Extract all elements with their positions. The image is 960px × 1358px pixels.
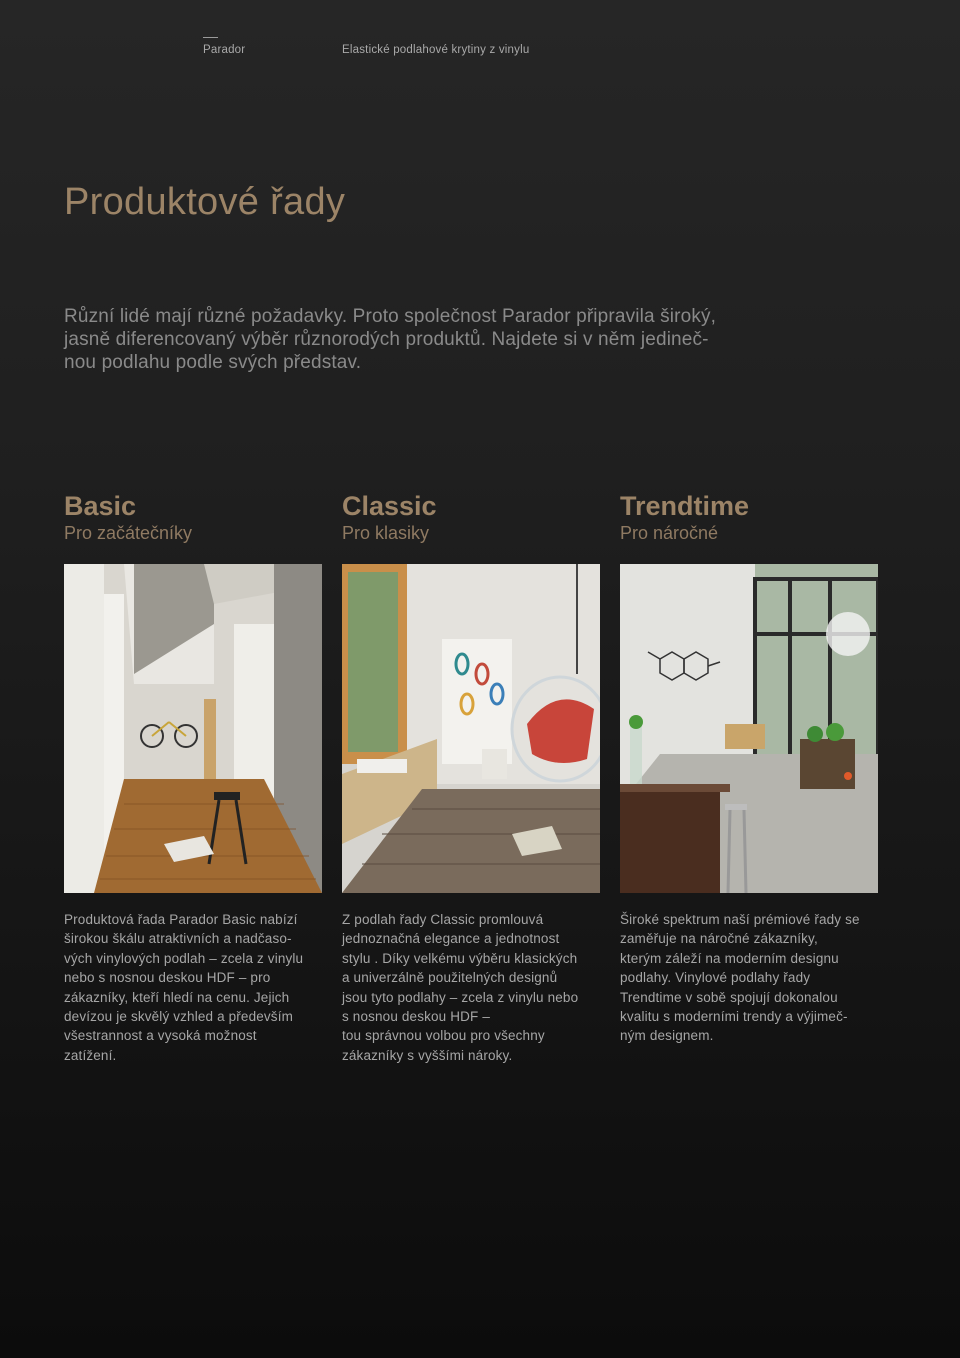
product-line-subtitle: Pro klasiky xyxy=(342,523,430,543)
description-line: Široké spektrum naší prémiové řady se xyxy=(620,912,860,927)
product-line-description xyxy=(620,910,880,1046)
product-line-subtitle: Pro náročné xyxy=(620,523,719,543)
product-line-description xyxy=(342,910,602,1065)
intro-line: jasně diferencovaný výběr různorodých produktů. Najdete si v něm jedineč- xyxy=(64,329,709,350)
description-line: ným designem. xyxy=(620,1028,714,1044)
description-line: nebo s nosnou deskou HDF – pro xyxy=(64,970,271,986)
description-line: zaměřuje na náročné zákazníky, xyxy=(620,931,818,947)
description-line: kvalitu s moderními trendy a výjimeč- xyxy=(620,1009,848,1025)
product-line-trendtime xyxy=(620,490,880,1046)
page-header xyxy=(0,0,960,70)
description-line: širokou škálu atraktivních a nadčaso- xyxy=(64,931,292,947)
product-line-basic xyxy=(64,490,324,1065)
description-line: s nosnou deskou HDF – xyxy=(342,1009,490,1025)
description-line: vých vinylových podlah – zcela z vinylu xyxy=(64,950,304,966)
intro-line: Různí lidé mají různé požadavky. Proto společnost Parador připravila široký, xyxy=(64,306,717,327)
description-line: Produktová řada Parador Basic nabízí xyxy=(64,912,298,927)
description-line: a univerzálně použitelných designů xyxy=(342,970,558,986)
product-line-name: Trendtime xyxy=(620,491,750,521)
description-line: jsou tyto podlahy – zcela z vinylu nebo xyxy=(342,989,579,1005)
description-line: zákazníky, kteří hledí na cenu. Jejich xyxy=(64,989,290,1005)
trendtime-interior-photo xyxy=(620,564,878,893)
product-line-classic xyxy=(342,490,602,1065)
description-line: podlahy. Vinylové podlahy řady xyxy=(620,970,811,986)
description-line: Z podlah řady Classic promlouvá xyxy=(342,912,544,927)
classic-interior-photo xyxy=(342,564,600,893)
product-line-subtitle: Pro začátečníky xyxy=(64,523,193,543)
description-line: zatížení. xyxy=(64,1047,117,1063)
description-line: tou správnou volbou pro všechny xyxy=(342,1028,545,1044)
page-title: Produktové řady xyxy=(64,181,346,223)
intro-line: nou podlahu podle svých představ. xyxy=(64,352,362,373)
description-line: kterým záleží na moderním designu xyxy=(620,950,839,966)
description-line: Trendtime v sobě spojují dokonalou xyxy=(620,989,838,1005)
description-line: jednoznačná elegance a jednotnost xyxy=(342,931,560,947)
product-line-name: Classic xyxy=(342,491,437,521)
description-line: zákazníky s vyššími nároky. xyxy=(342,1047,513,1063)
header-rule xyxy=(203,37,218,38)
product-line-name: Basic xyxy=(64,491,137,521)
product-line-description xyxy=(64,910,324,1065)
description-line: devízou je skvělý vzhled a především xyxy=(64,1009,294,1025)
header-document-title: Elastické podlahové krytiny z vinylu xyxy=(342,44,530,56)
description-line: stylu . Díky velkému výběru klasických xyxy=(342,950,578,966)
intro-paragraph xyxy=(64,305,784,374)
basic-interior-photo xyxy=(64,564,322,893)
header-brand: Parador xyxy=(203,44,246,56)
description-line: všestrannost a vysoká možnost xyxy=(64,1028,257,1044)
